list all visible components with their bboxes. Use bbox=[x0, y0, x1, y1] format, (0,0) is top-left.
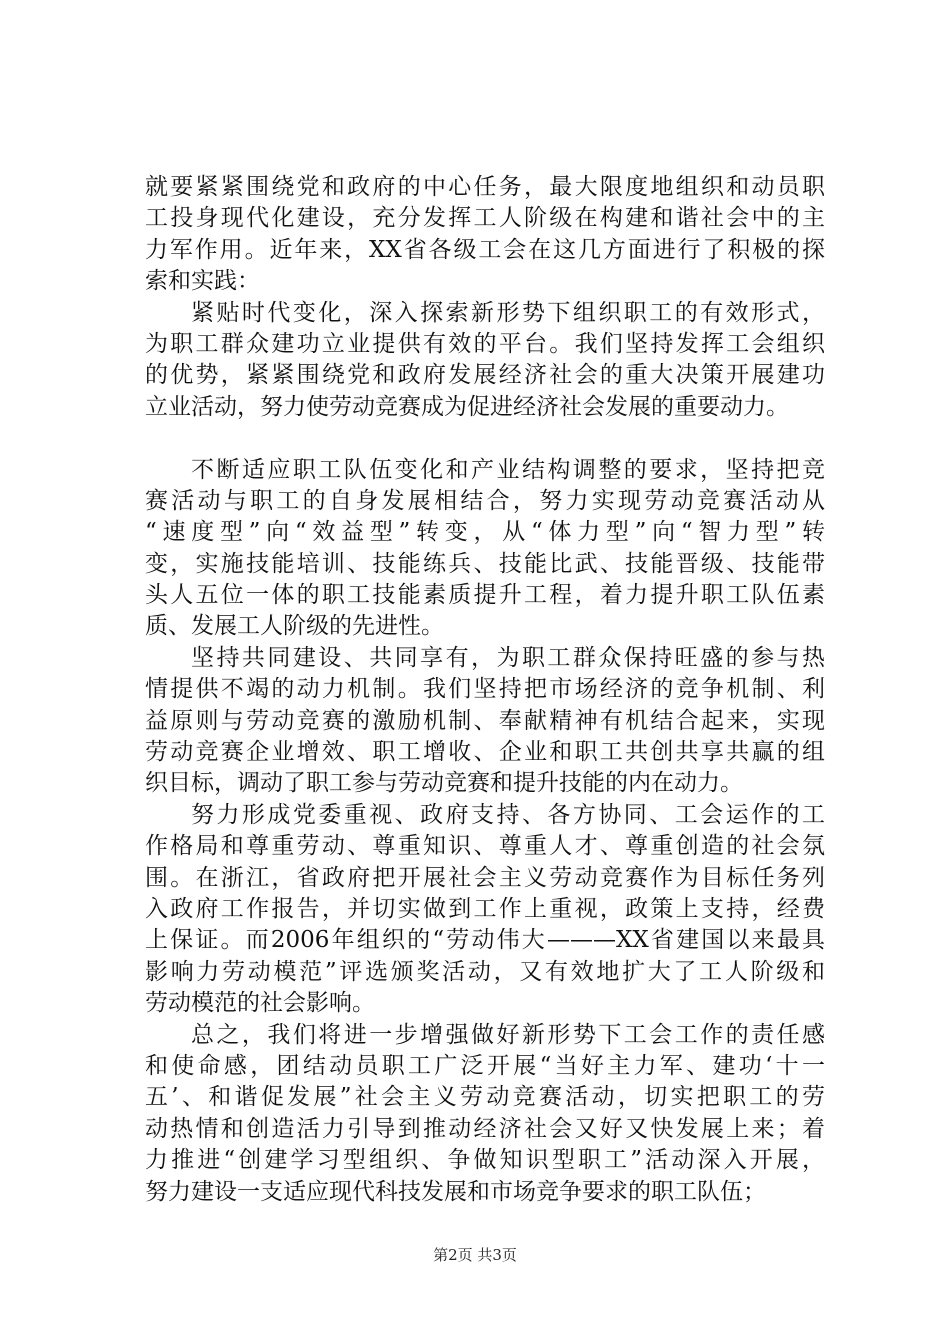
text-line: 努力建设一支适应现代科技发展和市场竞争要求的职工队伍； bbox=[145, 1178, 766, 1205]
text-line: 围。在浙江，省政府把开展社会主义劳动竞赛作为目标任务列 bbox=[145, 864, 825, 891]
text-line: 五’、和谐促发展”社会主义劳动竞赛活动，切实把职工的劳 bbox=[145, 1084, 825, 1111]
text-line: 作格局和尊重劳动、尊重知识、尊重人才、尊重创造的社会氛 bbox=[145, 833, 825, 860]
text-line: 头人五位一体的职工技能素质提升工程，着力提升职工队伍素 bbox=[145, 582, 825, 609]
text-line: 总之，我们将进一步增强做好新形势下工会工作的责任感 bbox=[191, 1021, 825, 1048]
text-line: 的优势，紧紧围绕党和政府发展经济社会的重大决策开展建功 bbox=[145, 362, 825, 389]
text-line: “速度型”向“效益型”转变，从“体力型”向“智力型”转 bbox=[145, 519, 825, 546]
text-line: 紧贴时代变化，深入探索新形势下组织职工的有效形式， bbox=[191, 299, 825, 326]
text-line: 和使命感，团结动员职工广泛开展“当好主力军、建功‘十一 bbox=[145, 1052, 825, 1079]
text-line: 坚持共同建设、共同享有，为职工群众保持旺盛的参与热 bbox=[191, 644, 825, 671]
text-line: 力军作用。近年来，XX省各级工会在这几方面进行了积极的探 bbox=[145, 236, 825, 263]
paragraph bbox=[145, 1020, 825, 1208]
page-footer: 第2页 共3页 bbox=[433, 1246, 517, 1264]
text-line: 工投身现代化建设，充分发挥工人阶级在构建和谐社会中的主 bbox=[145, 205, 825, 232]
text-line: 为职工群众建功立业提供有效的平台。我们坚持发挥工会组织 bbox=[145, 330, 825, 357]
text-line: 赛活动与职工的自身发展相结合，努力实现劳动竞赛活动从 bbox=[145, 487, 825, 514]
text-line: 动热情和创造活力引导到推动经济社会又好又快发展上来；着 bbox=[145, 1115, 825, 1142]
text-line: 就要紧紧围绕党和政府的中心任务，最大限度地组织和动员职 bbox=[145, 174, 825, 200]
text-line: 不断适应职工队伍变化和产业结构调整的要求，坚持把竞 bbox=[191, 456, 825, 483]
text-line: 努力形成党委重视、政府支持、各方协同、工会运作的工 bbox=[191, 801, 825, 828]
text-line: 立业活动，努力使劳动竞赛成为促进经济社会发展的重要动力。 bbox=[145, 393, 789, 420]
text-line: 织目标，调动了职工参与劳动竞赛和提升技能的内在动力。 bbox=[145, 770, 743, 797]
paragraph-gap bbox=[145, 423, 825, 454]
text-line: 力推进“创建学习型组织、争做知识型职工”活动深入开展， bbox=[145, 1147, 825, 1174]
text-line: 索和实践： bbox=[145, 268, 260, 295]
text-line: 变，实施技能培训、技能练兵、技能比武、技能晋级、技能带 bbox=[145, 550, 825, 577]
text-line: 质、发展工人阶级的先进性。 bbox=[145, 613, 444, 640]
text-line: 益原则与劳动竞赛的激励机制、奉献精神有机结合起来，实现 bbox=[145, 707, 825, 734]
text-line: 入政府工作报告，并切实做到工作上重视，政策上支持，经费 bbox=[145, 895, 825, 922]
document-body bbox=[145, 172, 825, 1208]
paragraph bbox=[145, 298, 825, 424]
paragraph bbox=[145, 800, 825, 1020]
text-line: 影响力劳动模范”评选颁奖活动，又有效地扩大了工人阶级和 bbox=[145, 958, 825, 985]
text-line: 劳动竞赛企业增效、职工增收、企业和职工共创共享共赢的组 bbox=[145, 739, 825, 766]
text-line: 上保证。而2006年组织的“劳动伟大———XX省建国以来最具 bbox=[145, 927, 825, 954]
text-line: 劳动模范的社会影响。 bbox=[145, 990, 375, 1017]
paragraph bbox=[145, 172, 825, 298]
paragraph bbox=[145, 455, 825, 643]
text-line: 情提供不竭的动力机制。我们坚持把市场经济的竞争机制、利 bbox=[145, 676, 825, 703]
paragraph bbox=[145, 643, 825, 800]
